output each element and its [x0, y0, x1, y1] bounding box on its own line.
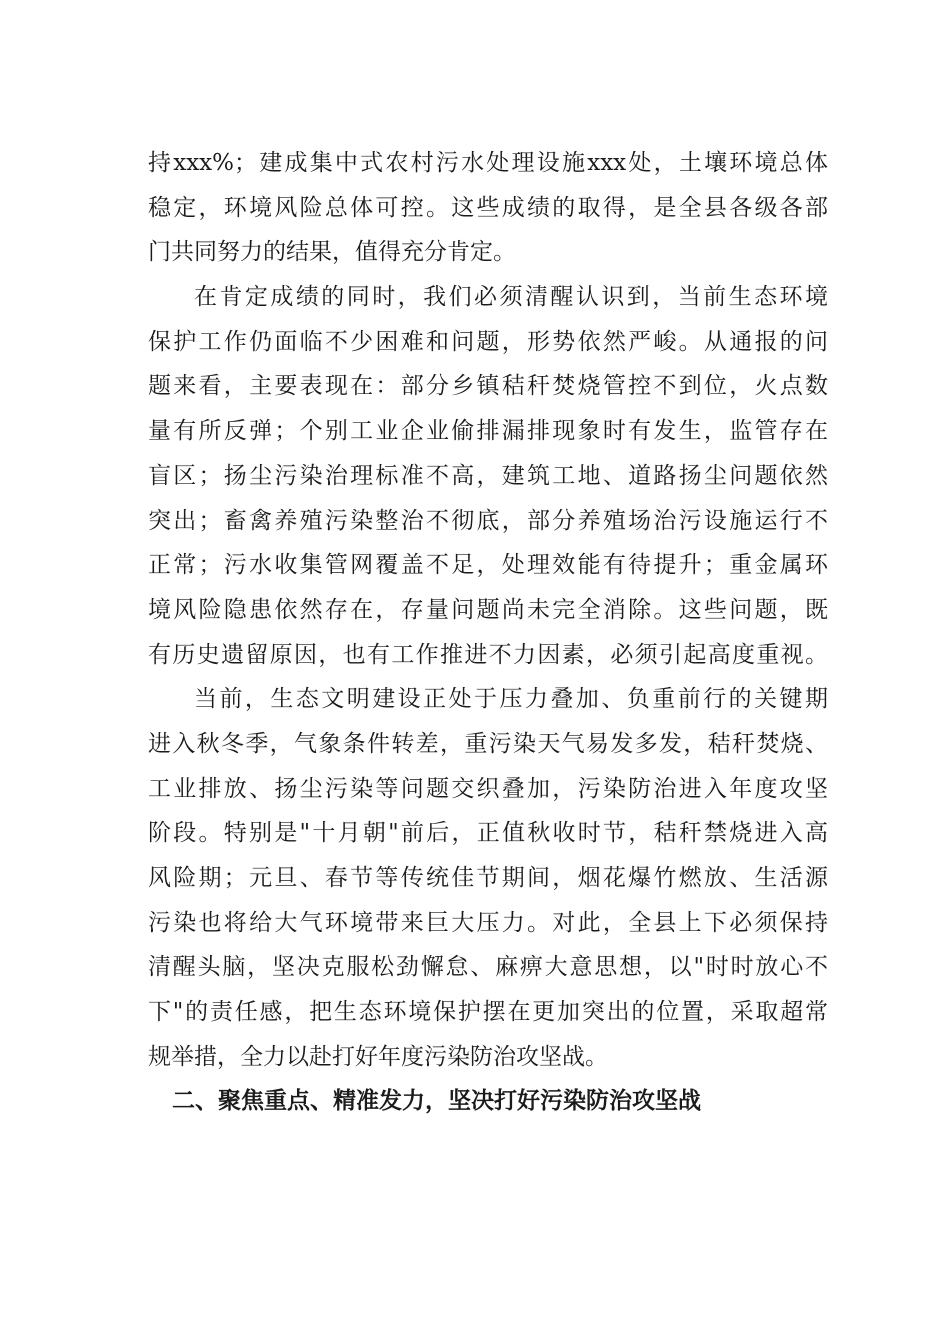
text-line: 持xxx%；建成集中式农村污水处理设施xxx处，土壤环境总体 — [148, 150, 828, 176]
text-line: 在肯定成绩的同时，我们必须清醒认识到，当前生态环境 — [194, 284, 828, 311]
text-line: 当前，生态文明建设正处于压力叠加、负重前行的关键期 — [194, 686, 828, 713]
text-line: 盲区；扬尘污染治理标准不高，建筑工地、道路扬尘问题依然 — [148, 462, 828, 489]
paragraph-problems — [148, 275, 828, 677]
text-line: 门共同努力的结果，值得充分肯定。 — [148, 239, 516, 266]
text-line: 境风险隐患依然存在，存量问题尚未完全消除。这些问题，既 — [148, 596, 828, 623]
text-line: 突出；畜禽养殖污染整治不彻底，部分养殖场治污设施运行不 — [148, 507, 828, 534]
document-body — [148, 141, 828, 1124]
text-line: 量有所反弹；个别工业企业偷排漏排现象时有发生，监管存在 — [148, 418, 828, 445]
text-line: 污染也将给大气环境带来巨大压力。对此，全县上下必须保持 — [148, 909, 828, 936]
text-line: 题来看，主要表现在：部分乡镇秸秆焚烧管控不到位，火点数 — [148, 373, 828, 400]
text-line: 稳定，环境风险总体可控。这些成绩的取得，是全县各级各部 — [148, 194, 828, 221]
text-line: 正常；污水收集管网覆盖不足，处理效能有待提升；重金属环 — [148, 552, 828, 579]
text-line: 保护工作仍面临不少困难和问题，形势依然严峻。从通报的问 — [148, 328, 828, 355]
text-line: 有历史遗留原因，也有工作推进不力因素，必须引起高度重视。 — [148, 641, 828, 668]
paragraph-current-situation — [148, 677, 828, 1079]
text-line: 工业排放、扬尘污染等问题交织叠加，污染防治进入年度攻坚 — [148, 775, 828, 802]
text-line: 进入秋冬季，气象条件转差，重污染天气易发多发，秸秆焚烧、 — [148, 730, 828, 757]
text-line: 清醒头脑，坚决克服松劲懈怠、麻痹大意思想，以"时时放心不 — [148, 954, 828, 981]
section-heading: 二、聚焦重点、精准发力，坚决打好污染防治攻坚战 — [172, 1088, 701, 1115]
text-line: 规举措，全力以赴打好年度污染防治攻坚战。 — [148, 1043, 608, 1070]
paragraph-achievements — [148, 141, 828, 275]
text-line: 风险期；元旦、春节等传统佳节期间，烟花爆竹燃放、生活源 — [148, 865, 828, 891]
text-line: 下"的责任感，把生态环境保护摆在更加突出的位置，采取超常 — [148, 999, 828, 1026]
text-line: 阶段。特别是"十月朝"前后，正值秋收时节，秸秆禁烧进入高 — [148, 820, 828, 847]
